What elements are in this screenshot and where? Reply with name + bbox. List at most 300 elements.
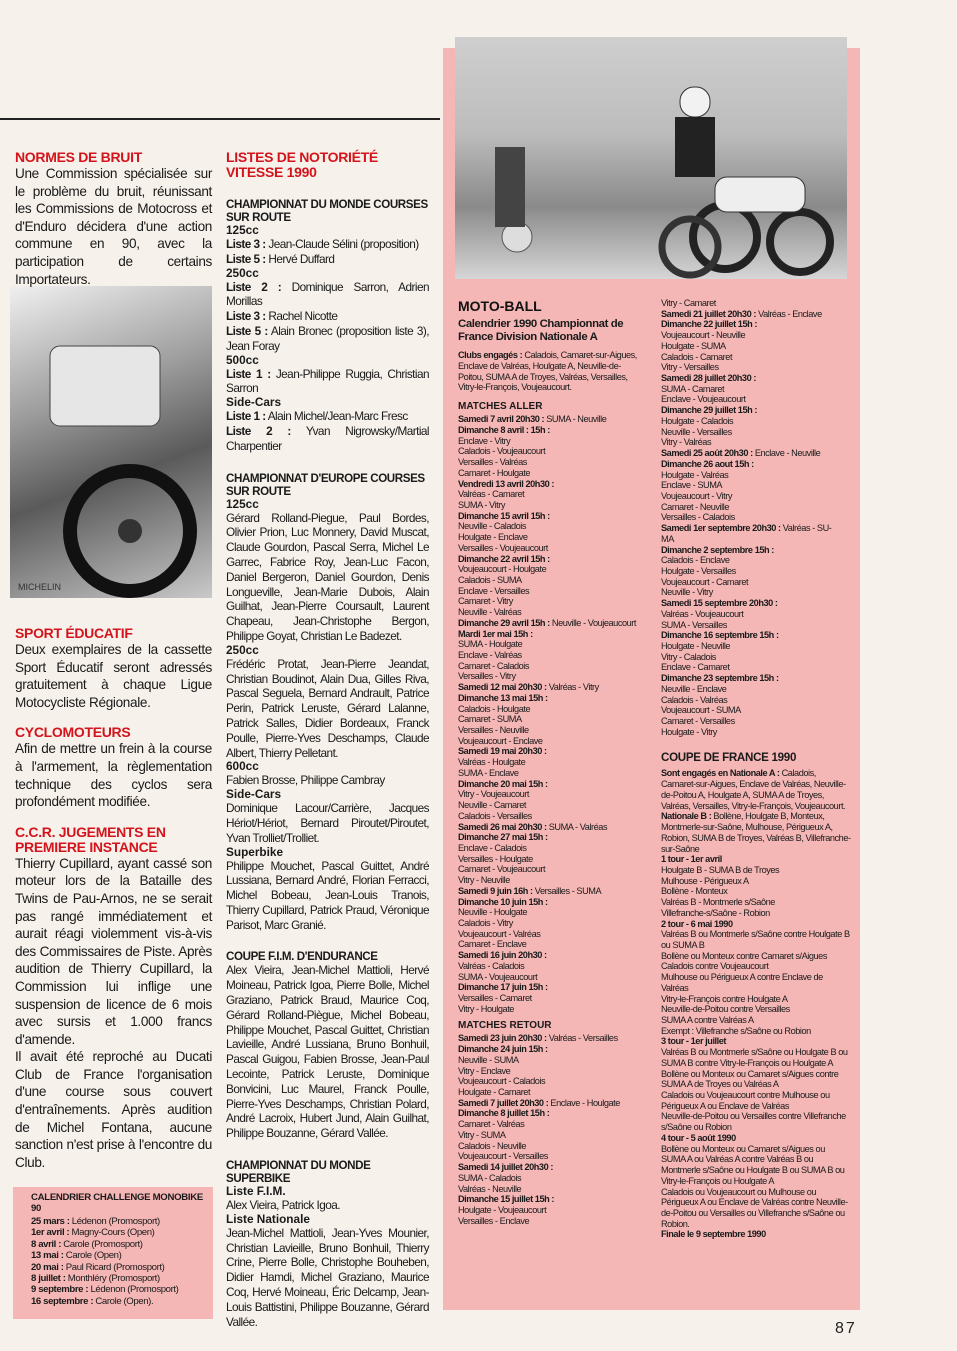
coupe-para bbox=[661, 961, 851, 972]
match-teams: Versailles - Caladois bbox=[661, 512, 735, 523]
match-line bbox=[661, 630, 851, 641]
match-line bbox=[458, 854, 643, 865]
coupe-para bbox=[661, 951, 851, 962]
match-teams: Vitry - SUMA bbox=[458, 1129, 506, 1140]
match-date: Dimanche 22 avril 15h : bbox=[458, 553, 550, 564]
match-date: Dimanche 2 septembre 15h : bbox=[661, 544, 774, 555]
monobike-date: 9 septembre : bbox=[31, 1284, 89, 1296]
coupe-label: Nationale B : bbox=[661, 811, 712, 822]
match-line bbox=[458, 1098, 643, 1109]
match-teams: Caladois - Neuville bbox=[458, 1140, 527, 1151]
match-teams: Camaret - Valréas bbox=[458, 1119, 525, 1130]
coupe-para bbox=[661, 1026, 851, 1037]
motoball-subtitle: Calendrier 1990 Championnat de France Division Nationale A bbox=[458, 318, 624, 343]
monobike-date: 16 septembre : bbox=[31, 1295, 94, 1307]
monobike-place: Carole (Promosport) bbox=[61, 1238, 143, 1250]
match-teams: Camaret - Versailles bbox=[661, 716, 735, 727]
match-teams: Valréas - Vitry bbox=[546, 682, 599, 693]
match-line bbox=[661, 437, 851, 448]
match-teams: Valréas - Voujeaucourt bbox=[661, 608, 744, 619]
coupe-text: Neuville-de-Poitou ou Versailles contre Villefranche s/Saône ou Robion bbox=[661, 1111, 846, 1133]
block-heading: CHAMPIONNAT D'EUROPE COURSES SUR ROUTE bbox=[226, 471, 425, 498]
match-teams: SUMA - Houlgate bbox=[458, 639, 523, 650]
coupe-text: Caladois ou Voujeaucourt contre Mulhouse ou Périgueux A ou Enclave de Valréas bbox=[661, 1090, 830, 1111]
column-1 bbox=[15, 150, 212, 296]
match-date: Dimanche 8 juillet 15h : bbox=[458, 1108, 550, 1119]
match-line bbox=[458, 650, 643, 661]
match-line bbox=[458, 436, 643, 447]
match-line bbox=[458, 1141, 643, 1152]
motoball-photo bbox=[455, 37, 847, 279]
match-date: Samedi 23 juin 20h30 : bbox=[458, 1033, 547, 1044]
match-line bbox=[458, 489, 643, 500]
match-line bbox=[458, 1194, 643, 1205]
monobike-date: 25 mars : bbox=[31, 1216, 70, 1227]
match-line bbox=[458, 554, 643, 565]
match-date: Mardi 1er mai 15h : bbox=[458, 628, 533, 639]
coupe-para bbox=[661, 1133, 851, 1144]
match-line bbox=[458, 822, 643, 833]
monobike-date: 20 mai : bbox=[31, 1261, 64, 1273]
match-date: Dimanche 22 juillet 15h : bbox=[661, 319, 757, 330]
match-teams: Camaret - Caladois bbox=[458, 660, 530, 671]
match-teams: Neuville - Enclave bbox=[661, 683, 727, 694]
match-teams: Voujeaucourt - Camaret bbox=[661, 576, 749, 587]
match-date: Dimanche 8 avril : 15h : bbox=[458, 424, 550, 435]
monobike-place: Carole (Open) bbox=[63, 1250, 122, 1262]
list-label: Liste 1 : bbox=[226, 366, 271, 381]
match-teams: Houlgate - Camaret bbox=[458, 1087, 531, 1098]
match-teams: Neuville - Vitry bbox=[661, 587, 713, 598]
match-date: Dimanche 27 mai 15h : bbox=[458, 832, 548, 843]
match-date: Dimanche 10 juin 15h : bbox=[458, 896, 548, 907]
match-line bbox=[661, 684, 851, 695]
match-line bbox=[458, 661, 643, 672]
coupe-text: Vitry-le-François contre Houlgate A bbox=[661, 993, 788, 1004]
match-line bbox=[661, 620, 851, 631]
column-1-lower bbox=[15, 626, 212, 1171]
match-teams: Vitry - Houlgate bbox=[458, 1003, 514, 1014]
match-line bbox=[458, 596, 643, 607]
coupe-text: Mulhouse - Périgueux A bbox=[661, 875, 749, 886]
match-teams: Neuville - Camaret bbox=[458, 800, 526, 811]
match-teams: Caladois - Enclave bbox=[661, 555, 730, 566]
coupe-para bbox=[661, 994, 851, 1005]
coupe-para bbox=[661, 1187, 851, 1230]
match-line bbox=[661, 309, 851, 320]
match-teams: Houlgate - Caladois bbox=[661, 415, 734, 426]
match-date: Dimanche 15 avril 15h : bbox=[458, 510, 550, 521]
match-line bbox=[661, 662, 851, 673]
match-teams: Valréas - Camaret bbox=[458, 489, 525, 500]
match-teams: Voujeaucourt - Neuville bbox=[661, 330, 746, 341]
match-teams: Enclave - Valréas bbox=[458, 650, 522, 660]
monobike-place: Lédenon (Promosport) bbox=[88, 1284, 179, 1296]
match-line bbox=[661, 641, 851, 652]
match-teams: SUMA - Versailles bbox=[661, 619, 727, 630]
list-label: Liste 2 : bbox=[226, 279, 282, 294]
match-teams: Houlgate - Versailles bbox=[661, 565, 736, 576]
monobike-place: Carole (Open). bbox=[93, 1295, 154, 1307]
coupe-paras bbox=[661, 768, 851, 1240]
coupe-para bbox=[661, 1090, 851, 1111]
match-line bbox=[661, 545, 851, 556]
match-line bbox=[458, 1076, 643, 1087]
coupe-text: Caladois ou Voujeaucourt ou Mulhouse ou Périgueux A ou Enclave de Valréas contre Neuville-de-Poitou ou Versailles ou Villefranche s/Saône ou Robion. bbox=[661, 1186, 848, 1229]
match-line bbox=[661, 534, 851, 545]
match-line bbox=[661, 523, 851, 534]
section-text: Afin de mettre un frein à la course à l'armement, la règlementation technique des cyclos sera profondément modifiée. bbox=[15, 741, 212, 810]
match-teams: Neuville - Voujeaucourt bbox=[549, 617, 637, 628]
list-names: Hervé Duffard bbox=[265, 251, 335, 266]
match-teams: Voujeaucourt - Enclave bbox=[458, 735, 543, 746]
match-line bbox=[458, 1044, 643, 1055]
coupe-para bbox=[661, 897, 851, 908]
match-line bbox=[458, 789, 643, 800]
match-line bbox=[458, 543, 643, 554]
list-entry bbox=[226, 367, 429, 397]
monobike-date: 8 avril : bbox=[31, 1238, 61, 1250]
match-line bbox=[458, 950, 643, 961]
monobike-row bbox=[13, 1250, 213, 1261]
match-teams: Valréas - Neuville bbox=[458, 1183, 522, 1194]
match-teams: Houlgate - Voujeaucourt bbox=[458, 1204, 547, 1215]
aller-lines bbox=[458, 414, 643, 1014]
match-line bbox=[458, 886, 643, 897]
match-line bbox=[661, 298, 851, 309]
match-line bbox=[458, 468, 643, 479]
coupe-para bbox=[661, 1015, 851, 1026]
match-line bbox=[458, 425, 643, 436]
coupe-para bbox=[661, 854, 851, 865]
match-teams: SUMA - Enclave bbox=[458, 767, 519, 778]
match-teams: Versailles - Camaret bbox=[458, 993, 532, 1003]
monobike-place: Paul Ricard (Promosport) bbox=[63, 1261, 165, 1273]
match-line bbox=[458, 629, 643, 640]
match-teams: Versailles - Houlgate bbox=[458, 853, 533, 864]
match-line bbox=[458, 1004, 643, 1015]
match-date: Samedi 9 juin 16h : bbox=[458, 885, 533, 896]
match-teams: Valréas - Caladois bbox=[458, 960, 525, 971]
match-line bbox=[458, 939, 643, 950]
list-names: Jean-Philippe Ruggia, Christian Sarron bbox=[226, 366, 429, 396]
match-teams: Valréas - Versailles bbox=[546, 1033, 618, 1044]
match-line bbox=[661, 373, 851, 384]
match-teams: Vitry - Caladois bbox=[661, 651, 716, 662]
match-line bbox=[458, 693, 643, 704]
coupe-text: Bollène ou Monteux ou Camaret s/Aigues contre SUMA A de Troyes ou Valréas A bbox=[661, 1068, 839, 1090]
clubs-label: Clubs engagés : bbox=[458, 350, 523, 360]
match-teams: Houlgate - Valréas bbox=[661, 469, 729, 480]
match-teams: Neuville - Houlgate bbox=[458, 907, 528, 918]
match-date: Samedi 15 septembre 20h30 : bbox=[661, 598, 778, 609]
match-teams: Caladois - Vitry bbox=[458, 917, 513, 928]
match-line bbox=[458, 843, 643, 854]
section-text-2: Il avait été reproché au Ducati Club de France l'organisation d'une course sous couvert d'entraînements. Après audition de Michel Fontana, aucune sanction n'est prise à l'encontre du Club. bbox=[15, 1049, 212, 1170]
match-date: Dimanche 29 avril 15h : bbox=[458, 617, 550, 628]
retour-title: MATCHES RETOUR bbox=[458, 1020, 552, 1032]
match-line bbox=[458, 929, 643, 940]
match-date: Samedi 26 mai 20h30 : bbox=[458, 821, 547, 832]
coupe-text: SUMA A contre Valréas A bbox=[661, 1015, 754, 1025]
match-line bbox=[458, 800, 643, 811]
match-line bbox=[661, 716, 851, 727]
coupe-text: Bollène - Monteux bbox=[661, 886, 728, 897]
match-date: Samedi 28 juillet 20h30 : bbox=[661, 373, 756, 384]
match-line bbox=[458, 961, 643, 972]
match-line bbox=[661, 480, 851, 491]
notoriete-blocks bbox=[226, 198, 429, 1329]
list-names: Rachel Nicotte bbox=[265, 309, 338, 324]
match-date: Dimanche 29 juillet 15h : bbox=[661, 405, 757, 416]
monobike-row bbox=[13, 1273, 213, 1284]
coupe-text: Valréas B ou Montmerle s/Saône contre Houlgate B ou SUMA B bbox=[661, 929, 850, 950]
monobike-row bbox=[13, 1239, 213, 1250]
coupe-para bbox=[661, 876, 851, 887]
match-teams: Versailles - Valréas bbox=[458, 457, 527, 468]
column-2 bbox=[226, 150, 429, 1347]
coupe-para bbox=[661, 811, 851, 854]
match-line bbox=[458, 500, 643, 511]
list-entry bbox=[226, 963, 429, 1141]
coupe-para bbox=[661, 972, 851, 993]
match-teams: Voujeaucourt - Valréas bbox=[458, 928, 541, 939]
section-text: Une Commission spécialisée sur le problème du bruit, réunissant les Commissions de Motocross et d'Enduro décidera d'une action commune en 90, avec la participation de certains Importateurs. bbox=[15, 166, 212, 287]
class-label: Side-Cars bbox=[226, 787, 282, 802]
match-teams: SUMA - Voujeaucourt bbox=[458, 971, 538, 982]
monobike-row bbox=[13, 1284, 213, 1295]
match-teams: Versailles - Neuville bbox=[458, 725, 529, 736]
match-line bbox=[661, 405, 851, 416]
match-date: Dimanche 26 aout 15h : bbox=[661, 458, 754, 469]
match-teams: Valréas - SU- bbox=[780, 523, 832, 534]
list-names: Jean-Michel Mattioli, Jean-Yves Mounier, Christian Lavieille, Bruno Bonhuil, Thierry Crine, Pierre Bolle, Christophe Bouheben, Didier Hamdi, Michel Graziano, Maurice Coq, Hervé Moineau, Éric Delcamp, Jean-Louis Battistini, Philippe Bouzanne, Gérard Vallée. bbox=[226, 1225, 429, 1329]
match-teams: Camaret - Houlgate bbox=[458, 467, 531, 478]
match-date: Dimanche 13 mai 15h : bbox=[458, 692, 548, 703]
coupe-para bbox=[661, 1036, 851, 1047]
motoball-title: MOTO-BALL bbox=[458, 298, 542, 314]
match-teams: Vitry - Camaret bbox=[661, 298, 716, 308]
monobike-place: Monthléry (Promosport) bbox=[65, 1273, 160, 1285]
match-teams: Caladois - Versailles bbox=[458, 810, 532, 821]
match-teams: Houlgate - Vitry bbox=[661, 726, 717, 737]
match-line bbox=[458, 521, 643, 532]
list-names: Philippe Mouchet, Pascal Guittet, André Lussiana, Bernard André, Florian Ferracci, Michel Bobeau, Jean-Louis Tranois, Thierry Cupillard, Patrick Praud, Véronique Parisot, Marc Granié. bbox=[226, 858, 429, 932]
match-teams: Versailles - SUMA bbox=[532, 885, 602, 896]
coupe-label: 1 tour - 1er avril bbox=[661, 854, 722, 865]
section-bruit bbox=[15, 150, 212, 288]
monobike-calendar bbox=[13, 1187, 213, 1319]
motoball-column bbox=[458, 298, 643, 1226]
match-teams: Enclave - SUMA bbox=[661, 480, 723, 491]
match-line bbox=[458, 725, 643, 736]
match-line bbox=[661, 652, 851, 663]
match-teams: Camaret - Vitry bbox=[458, 596, 513, 607]
match-line bbox=[458, 1151, 643, 1162]
coupe-label: 3 tour - 1er juillet bbox=[661, 1036, 727, 1047]
class-label: Side-Cars bbox=[226, 395, 282, 410]
match-line bbox=[458, 704, 643, 715]
coupe-text: Caladois, Camaret-sur-Aigues, Enclave de Valréas, Neuville-de-Poitou A, Houlgate A, SUMA A de Troyes, Valréas, Versailles, Vitry-le-François, Voujeaucourt. bbox=[661, 768, 846, 811]
match-line bbox=[458, 832, 643, 843]
class-label: 250cc bbox=[226, 265, 259, 280]
coupe-text: Houlgate B - SUMA B de Troyes bbox=[661, 864, 780, 875]
list-label: Liste 5 : bbox=[226, 323, 268, 338]
match-line bbox=[458, 768, 643, 779]
list-entry bbox=[226, 773, 429, 788]
match-line bbox=[458, 586, 643, 597]
match-date: Dimanche 23 septembre 15h : bbox=[661, 673, 779, 684]
list-entry bbox=[226, 324, 429, 354]
match-line bbox=[458, 457, 643, 468]
coupe-text: Bollène ou Monteux contre Camaret s/Aigues bbox=[661, 950, 827, 961]
monobike-date: 8 juillet : bbox=[31, 1273, 66, 1285]
top-rule bbox=[0, 118, 440, 120]
block-heading: COUPE F.I.M. D'ENDURANCE bbox=[226, 950, 378, 964]
match-teams: SUMA - Valréas bbox=[546, 821, 608, 832]
match-teams: SUMA - Caladois bbox=[458, 1172, 522, 1183]
match-line bbox=[458, 532, 643, 543]
section-title: SPORT ÉDUCATIF bbox=[15, 625, 133, 641]
class-label: 600cc bbox=[226, 759, 259, 774]
match-line bbox=[458, 757, 643, 768]
match-line bbox=[661, 577, 851, 588]
match-line bbox=[458, 875, 643, 886]
match-line bbox=[458, 1205, 643, 1216]
match-teams: Caladois - Houlgate bbox=[458, 703, 531, 714]
monobike-place: Magny-Cours (Open) bbox=[69, 1227, 155, 1239]
list-entry bbox=[226, 1198, 429, 1213]
coupe-para bbox=[661, 1047, 851, 1068]
match-teams: Versailles - Enclave bbox=[458, 1215, 530, 1226]
match-line bbox=[458, 736, 643, 747]
match-teams: Neuville - Valréas bbox=[458, 607, 522, 618]
list-names: Yvan Nigrowsky/Martial Charpentier bbox=[226, 423, 429, 453]
match-line bbox=[458, 897, 643, 908]
match-teams: Versailles - Vitry bbox=[458, 671, 516, 682]
match-line bbox=[661, 727, 851, 738]
match-teams: Houlgate - Neuville bbox=[661, 641, 731, 651]
coupe-para bbox=[661, 1069, 851, 1090]
list-names: Gérard Rolland-Piegue, Paul Bordes, Olivier Prion, Luc Monnery, David Muscat, Claude Gourdon, Pascal Serra, Michel Le Garrec, Fabrice Roy, Jean-Luc Facon, Daniel Bergeron, Daniel Gourdon, Denis Longueville, Jean-Marie Dubois, Alain Guilhat, Jean-Pierre Coursault, Laurent Chapeau, Jean-Christophe Bergon, Philippe Goyat, Christian Le Badezet. bbox=[226, 510, 429, 643]
list-names: Frédéric Protat, Jean-Pierre Jeandat, Christian Boudinot, Alain Dua, Gilles Riva, Pascal Seguela, Bernard Andrault, Patrice Perin, Patrick Leruste, Gérard Lalanne, Patrick Salles, Didier Bordeaux, Franck Poulle, Pierre-Yves Deschamps, Claude Albert, Thierry Pelletant. bbox=[226, 656, 429, 760]
list-entry bbox=[226, 801, 429, 845]
monobike-date: 13 mai : bbox=[31, 1250, 64, 1262]
match-teams: Enclave - Vitry bbox=[458, 435, 511, 446]
match-date: Samedi 19 mai 20h30 : bbox=[458, 746, 547, 757]
match-line bbox=[661, 394, 851, 405]
match-teams: Caladois - SUMA bbox=[458, 574, 522, 585]
column-4 bbox=[661, 298, 851, 1240]
coupe-para bbox=[661, 908, 851, 919]
list-entry bbox=[226, 252, 429, 267]
coupe-para bbox=[661, 1004, 851, 1015]
motoball-clubs bbox=[458, 350, 643, 393]
match-teams: SUMA - Vitry bbox=[458, 499, 506, 510]
match-teams: Houlgate - Enclave bbox=[458, 532, 528, 543]
match-teams: SUMA - Camaret bbox=[661, 383, 725, 394]
match-teams: Voujeaucourt - Versailles bbox=[458, 1151, 548, 1162]
coupe-text: Valréas B - Montmerle s/Saône bbox=[661, 897, 775, 908]
class-label: Liste F.I.M. bbox=[226, 1184, 286, 1199]
match-line bbox=[661, 491, 851, 502]
list-names: Dominique Sarron, Adrien Morillas bbox=[226, 279, 429, 309]
match-line bbox=[458, 982, 643, 993]
match-date: Samedi 21 juillet 20h30 : bbox=[661, 308, 756, 319]
class-label: 125cc bbox=[226, 496, 259, 511]
match-line bbox=[458, 607, 643, 618]
match-teams: Enclave - Houlgate bbox=[548, 1097, 620, 1108]
match-teams: Enclave - Voujeaucourt bbox=[661, 394, 746, 405]
match-line bbox=[661, 673, 851, 684]
monobike-place: Lédenon (Promosport) bbox=[69, 1216, 160, 1227]
match-line bbox=[661, 352, 851, 363]
list-label: Liste 2 : bbox=[226, 423, 291, 438]
match-date: Dimanche 15 juillet 15h : bbox=[458, 1194, 554, 1205]
match-date: Samedi 12 mai 20h30 : bbox=[458, 682, 547, 693]
match-line bbox=[458, 639, 643, 650]
coupe-title: COUPE DE FRANCE 1990 bbox=[661, 751, 797, 765]
section-text: Thierry Cupillard, ayant cassé son moteur lors de la Bataille des Twins de Pau-Arnos, ne se serait pas rangé immédiatement et aurait réagi violemment vis-à-vis des Commissaires de Piste. Après audition de Thierry Cupillard, la Commission lui inflige une suspension de licence de 6 mois avec sursis et 1.000 francs d'amende. bbox=[15, 855, 212, 1047]
match-line bbox=[458, 779, 643, 790]
match-line bbox=[661, 341, 851, 352]
coupe-para bbox=[661, 919, 851, 930]
list-entry bbox=[226, 511, 429, 644]
class-label: 500cc bbox=[226, 352, 259, 367]
match-line bbox=[661, 502, 851, 513]
monobike-row bbox=[13, 1262, 213, 1273]
match-line bbox=[661, 319, 851, 330]
coupe-text: Exempt : Villefranche s/Saône ou Robion bbox=[661, 1025, 811, 1036]
coupe-para bbox=[661, 768, 851, 811]
match-line bbox=[458, 511, 643, 522]
list-names: Dominique Lacour/Carrière, Jacques Hériot/Hériot, Bernard Piroutet/Piroutet, Yvan Trolliet/Trolliet. bbox=[226, 801, 429, 845]
match-date: Dimanche 24 juin 15h : bbox=[458, 1044, 548, 1055]
match-teams: Voujeaucourt - Vitry bbox=[661, 490, 733, 501]
match-date: Dimanche 16 septembre 15h : bbox=[661, 630, 779, 641]
match-teams: Enclave - Camaret bbox=[661, 662, 730, 673]
block-heading: CHAMPIONNAT DU MONDE COURSES SUR ROUTE bbox=[226, 198, 428, 224]
match-teams: Voujeaucourt - Houlgate bbox=[458, 564, 547, 575]
coupe-label: 2 tour - 6 mai 1990 bbox=[661, 918, 733, 929]
list-label: Liste 1 : bbox=[226, 409, 266, 424]
notoriete-block bbox=[226, 950, 429, 1141]
match-line bbox=[458, 1033, 643, 1044]
match-line bbox=[661, 555, 851, 566]
match-teams: Camaret - SUMA bbox=[458, 714, 522, 725]
list-label: Liste 3 : bbox=[226, 309, 266, 324]
motocross-photo bbox=[10, 286, 212, 598]
match-line bbox=[661, 416, 851, 427]
clubs-text: Caladois, Camaret-sur-Aigues, Enclave de Valréas, Houlgate A, Neuville-de-Poitou, SUMA A de Troyes, Valréas, Versailles, Vitry-le-François, Voujeaucourt. bbox=[458, 350, 637, 393]
coupe-text: Mulhouse ou Périgueux A contre Enclave de Valréas bbox=[661, 972, 823, 993]
class-label: 250cc bbox=[226, 642, 259, 657]
motorcycle-illustration bbox=[455, 37, 847, 279]
match-line bbox=[458, 1130, 643, 1141]
match-teams: Vitry - Enclave bbox=[458, 1065, 511, 1076]
section-title: C.C.R. JUGEMENTS EN PREMIERE INSTANCE bbox=[15, 823, 166, 855]
coupe-para bbox=[661, 865, 851, 876]
list-names: Alex Vieira, Jean-Michel Mattioli, Hervé Moineau, Patrick Igoa, Pierre Bolle, Michel Graziano, Patrick Braud, Maurice Coq, Gérard Rolland-Piègue, Michel Bobeau, Philippe Mouchet, Pascal Guittet, Christian Lavieille, André Lussiana, Bruno Bonhuil, Pascal Guigou, Fabien Brosse, Jean-Paul Lecointe, Patrick Leruste, Dominique Bonvicini, Luc Maurel, Franck Poulle, Pierre-Yves Deschamps, Christian Polard, André Lacroix, Hubert Jund, Alain Guilhat, Philippe Bouzanne, Gérard Vallée. bbox=[226, 963, 429, 1141]
match-teams: Neuville - Caladois bbox=[458, 521, 527, 532]
match-line bbox=[458, 1055, 643, 1066]
notoriete-block bbox=[226, 198, 429, 454]
coupe-label: Sont engagés en Nationale A : bbox=[661, 768, 780, 779]
list-names: Alex Vieira, Patrick Igoa. bbox=[226, 1198, 340, 1213]
match-teams: Camaret - Voujeaucourt bbox=[458, 864, 546, 875]
match-line bbox=[661, 448, 851, 459]
list-names: Alain Michel/Jean-Marc Fresc bbox=[265, 409, 408, 424]
